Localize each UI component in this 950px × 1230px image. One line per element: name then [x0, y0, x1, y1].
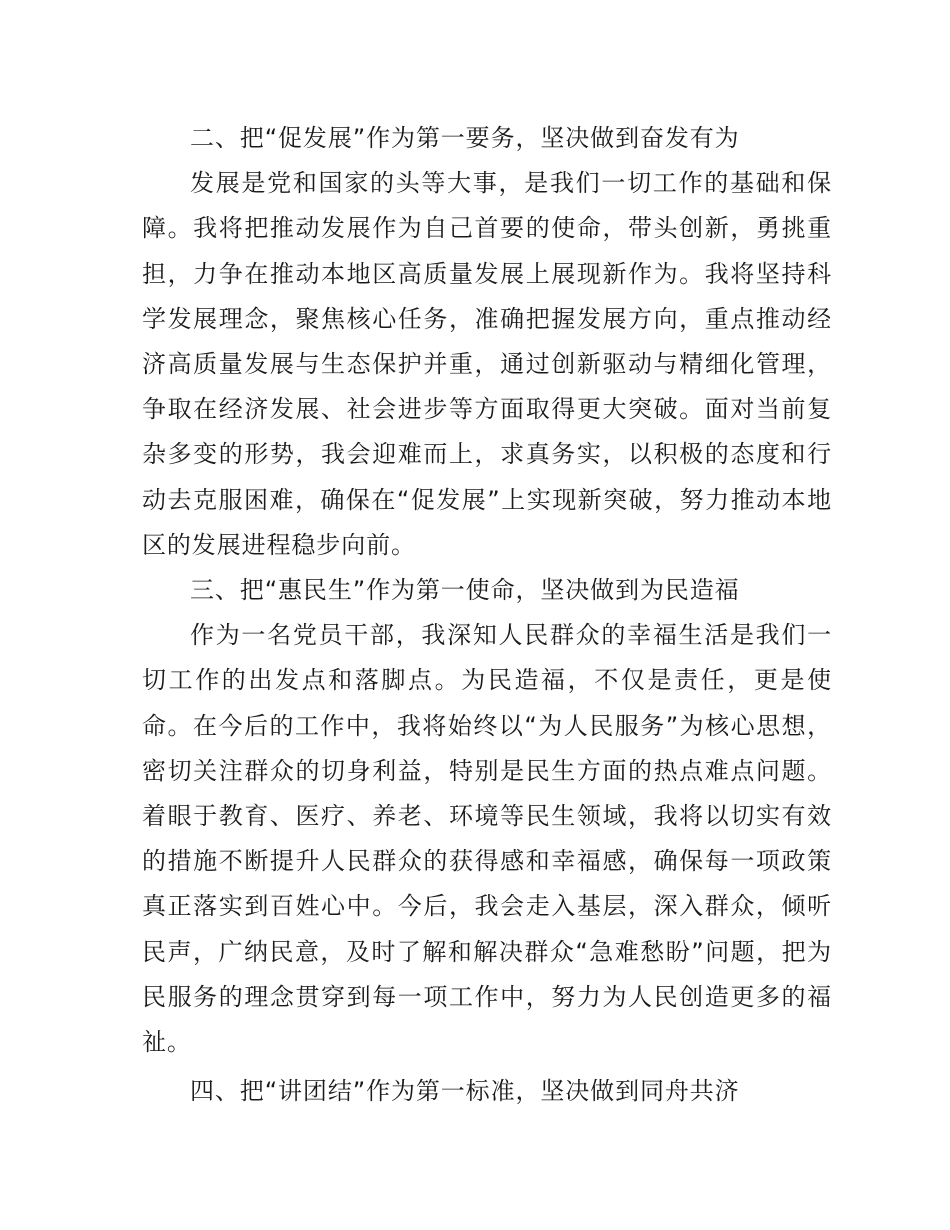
section-heading-3: 三、把“惠民生”作为第一使命，坚决做到为民造福	[190, 576, 740, 605]
section-heading-4: 四、把“讲团结”作为第一标准，坚决做到同舟共济	[190, 1077, 740, 1106]
section-paragraph-3: 作为一名党员干部，我深知人民群众的幸福生活是我们一切工作的出发点和落脚点。为民造福，不仅是责任，更是使命。在今后的工作中，我将始终以“为人民服务”为核心思想，密切关注群众的切身利益，特别是民生方面的热点难点问题。着眼于教育、医疗、养老、环境等民生领域，我将以切实有效的措施不断提升人民群众的获得感和幸福感，确保每一项政策真正落实到百姓心中。今后，我会走入基层，深入群众，倾听民声，广纳民意，及时了解和解决群众“急难愁盼”问题，把为民服务的理念贯穿到每一项工作中，努力为人民创造更多的福祉。	[142, 621, 832, 1057]
section-paragraph-2: 发展是党和国家的头等大事，是我们一切工作的基础和保障。我将把推动发展作为自己首要的使命，带头创新，勇挑重担，力争在推动本地区高质量发展上展现新作为。我将坚持科学发展理念，聚焦核心任务，准确把握发展方向，重点推动经济高质量发展与生态保护并重，通过创新驱动与精细化管理，争取在经济发展、社会进步等方面取得更大突破。面对当前复杂多变的形势，我会迎难而上，求真务实，以积极的态度和行动去克服困难，确保在“促发展”上实现新突破，努力推动本地区的发展进程稳步向前。	[142, 169, 832, 559]
section-heading-2: 二、把“促发展”作为第一要务，坚决做到奋发有为	[190, 124, 740, 152]
document-body	[142, 116, 832, 1114]
